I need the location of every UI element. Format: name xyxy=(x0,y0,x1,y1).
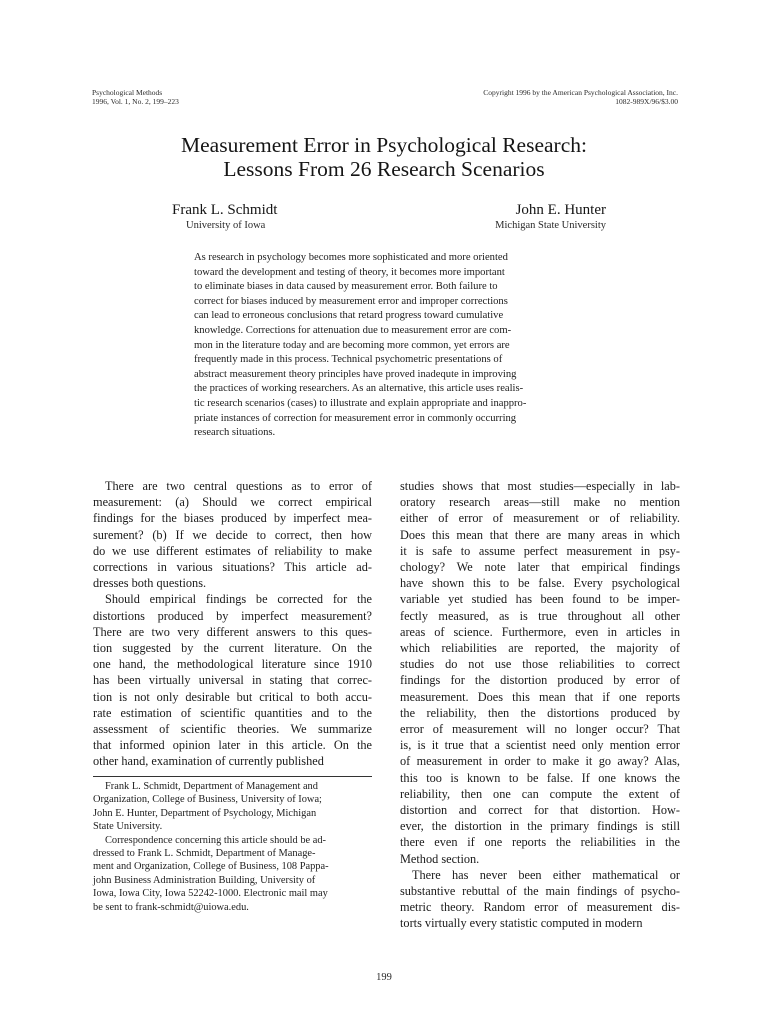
text-line: areas of science. Furthermore, even in articles in xyxy=(400,624,680,639)
text-line: variable yet studied has been found to be imper- xyxy=(400,592,680,607)
text-line: Should empirical findings be corrected for the xyxy=(105,592,372,607)
text-line: studies shows that most studies—especially in lab- xyxy=(400,479,680,493)
text-line: it is safe to assume perfect measurement in psy- xyxy=(400,543,680,558)
abstract-line: toward the development and testing of theory, it becomes more important xyxy=(194,266,505,278)
text-line: distortions produced by imperfect measurement? xyxy=(93,608,372,623)
text-line: measurement: (a) Should we correct empirical xyxy=(93,495,372,510)
abstract-line: correct for biases induced by measurement error and improper corrections xyxy=(194,295,508,307)
body-column-right xyxy=(400,478,680,932)
abstract-line: to eliminate biases in data caused by measurement error. Both failure to xyxy=(194,281,498,293)
journal-header xyxy=(92,88,292,106)
text-line: measurement. Does this mean that if one reports xyxy=(400,689,680,704)
abstract-line: can lead to erroneous conclusions that retard progress toward cumulative xyxy=(194,310,504,322)
footnote-divider xyxy=(93,776,372,777)
author-name: John E. Hunter xyxy=(515,202,606,218)
text-line: the reliability, then the distortions produced by xyxy=(400,705,680,720)
author-1 xyxy=(172,202,277,232)
text-line: distortion and correct for that distortion. How- xyxy=(400,803,680,818)
text-line: is, is it true that a scientist need only mention error xyxy=(400,738,680,753)
text-line: either of error of measurement or of reliability. xyxy=(400,511,680,526)
text-line: error of measurement will no longer occur? That xyxy=(400,722,680,737)
text-line: do we use different estimates of reliability to make xyxy=(93,543,372,558)
abstract-line: As research in psychology becomes more sophisticated and more oriented xyxy=(194,252,508,263)
text-line: chology? We note later that empirical findings xyxy=(400,560,680,575)
text-line: oratory research areas—still make no mention xyxy=(400,495,680,510)
abstract xyxy=(194,251,578,441)
footnote-line: ment and Organization, College of Business, 108 Pappa- xyxy=(93,861,329,873)
text-line: There are two very different answers to this ques- xyxy=(93,624,372,639)
author-affiliation: University of Iowa xyxy=(186,220,266,231)
journal-name: Psychological Methods xyxy=(92,88,163,97)
text-line: findings for the biases produced by imperfect mea- xyxy=(93,511,372,526)
footnote-line: john Business Administration Building, University of xyxy=(93,874,316,886)
abstract-line: tic research scenarios (cases) to illustrate and explain appropriate and inappro- xyxy=(194,397,527,409)
text-line: tion suggested by the current literature. On the xyxy=(93,641,372,656)
footnote-line: Correspondence concerning this article should be ad- xyxy=(105,834,327,846)
abstract-line: mon in the literature today and are becoming more common, yet errors are xyxy=(194,339,510,351)
copyright-line: Copyright 1996 by the American Psychological Association, Inc. xyxy=(483,88,678,97)
text-line: findings for the distortion produced by error of xyxy=(400,673,680,688)
page-number: 199 xyxy=(376,972,392,983)
text-line: fectly measured, as is true throughout all other xyxy=(400,608,680,623)
text-line: rate estimation of scientific quantities and to the xyxy=(93,705,372,720)
footnote-line: be sent to frank-schmidt@uiowa.edu. xyxy=(93,901,249,913)
text-line: assessment of scientific theories. We summarize xyxy=(93,722,372,737)
text-line: Does this mean that there are many areas in which xyxy=(400,527,680,542)
abstract-line: the practices of working researchers. As an alternative, this article uses realis- xyxy=(194,383,524,395)
footnote-line: John E. Hunter, Department of Psychology, Michigan xyxy=(93,807,317,819)
copyright-header xyxy=(418,88,678,106)
text-line: of measurement in order to make it go away? Alas, xyxy=(400,754,680,769)
text-line: surement? (b) If we decide to correct, then how xyxy=(93,527,372,542)
text-line: have shown this to be false. Every psychological xyxy=(400,576,680,591)
text-line: that informed opinion later in this article. On the xyxy=(93,738,372,753)
text-line: reliability, then one can compute the extent of xyxy=(400,786,680,801)
abstract-line: knowledge. Corrections for attenuation due to measurement error are com- xyxy=(194,324,512,336)
abstract-line: abstract measurement theory principles have proved inadequte in improving xyxy=(194,368,517,380)
body-column-left xyxy=(93,478,372,770)
abstract-line: research situations. xyxy=(194,427,276,439)
article-code: 1082-989X/96/$3.00 xyxy=(615,97,678,106)
author-2 xyxy=(495,202,606,232)
text-line: torts virtually every statistic computed in modern xyxy=(400,916,643,931)
text-line: corrections in various situations? This article ad- xyxy=(93,560,372,575)
text-line: substantive rebuttal of the main findings of psycho- xyxy=(400,884,680,899)
abstract-line: priate instances of correction for measurement error in commonly occurring xyxy=(194,412,517,424)
text-line: ever, the distortion in the primary findings is still xyxy=(400,819,680,834)
text-line: has been virtually universal in stating that correc- xyxy=(93,673,372,688)
abstract-line: frequently made in this process. Technical psychometric presentations of xyxy=(194,354,503,366)
title-line-1: Measurement Error in Psychological Research: xyxy=(181,133,587,157)
text-line: other hand, examination of currently published xyxy=(93,754,324,769)
footnote-line: Iowa, Iowa City, Iowa 52242-1000. Electronic mail may xyxy=(93,888,328,900)
footnote-line: Organization, College of Business, University of Iowa; xyxy=(93,794,322,806)
text-line: which reliabilities are reported, the majority of xyxy=(400,641,680,656)
text-line: There are two central questions as to error of xyxy=(105,479,372,493)
author-name: Frank L. Schmidt xyxy=(172,202,278,218)
text-line: there even if one reports the reliabilities in the xyxy=(400,835,680,850)
text-line: tion is not only desirable but critical to both accu- xyxy=(93,689,372,704)
footnote-line: State University. xyxy=(93,821,163,833)
text-line: this too is known to be false. If one knows the xyxy=(400,770,680,785)
author-affiliation: Michigan State University xyxy=(495,220,606,231)
footnote-line: dressed to Frank L. Schmidt, Department of Manage- xyxy=(93,848,316,860)
title-line-2: Lessons From 26 Research Scenarios xyxy=(223,157,545,181)
author-footnote xyxy=(93,780,372,914)
text-line: one hand, the methodological literature since 1910 xyxy=(93,657,372,672)
text-line: There has never been either mathematical or xyxy=(412,867,680,882)
footnote-line: Frank L. Schmidt, Department of Management and xyxy=(105,781,318,792)
article-title xyxy=(60,133,708,181)
journal-issue: 1996, Vol. 1, No. 2, 199–223 xyxy=(92,97,179,106)
text-line: metric theory. Random error of measurement dis- xyxy=(400,900,680,915)
text-line: studies do not use those reliabilities to correct xyxy=(400,657,680,672)
text-line: Method section. xyxy=(400,851,480,866)
text-line: dresses both questions. xyxy=(93,576,207,591)
